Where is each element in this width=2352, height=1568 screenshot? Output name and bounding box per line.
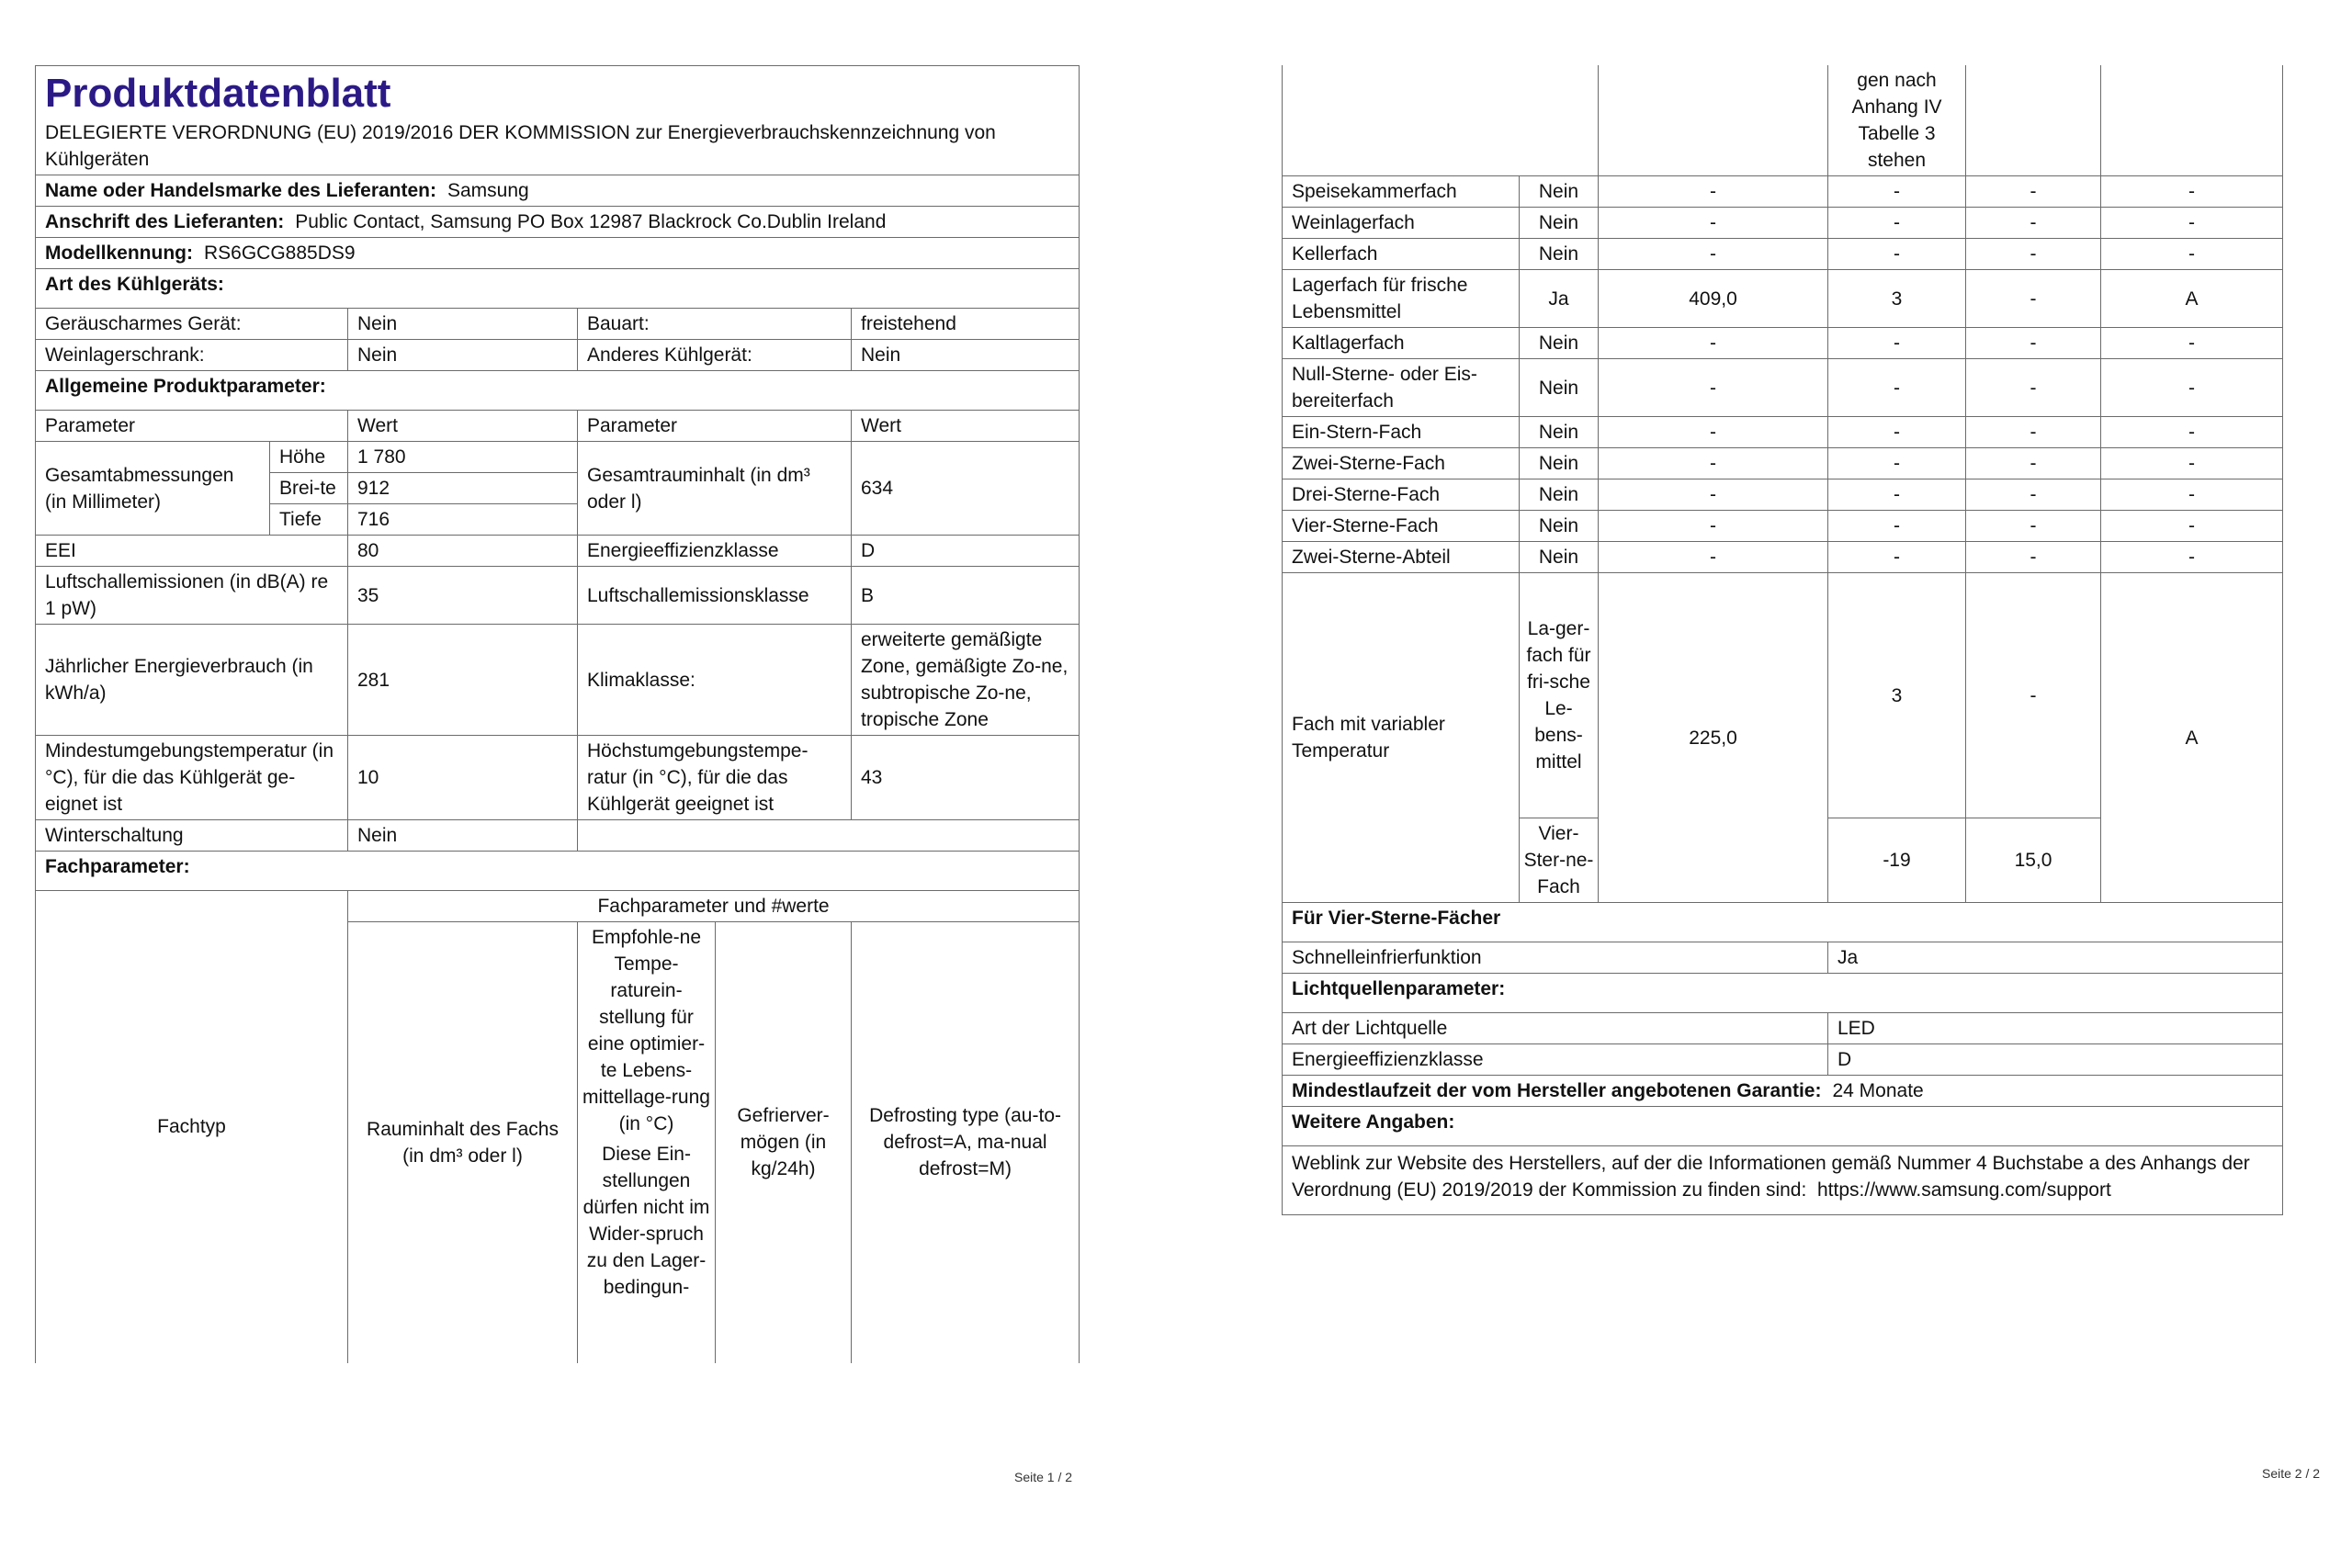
compartment-freeze: -: [1966, 328, 2101, 359]
supplier-value: Samsung: [447, 180, 529, 201]
compartment-vol: -: [1599, 511, 1828, 542]
dimensions-label: Gesamtabmessungen (in Millimeter): [36, 442, 270, 536]
column-header: Parameter: [36, 411, 348, 442]
compartment-present: Nein: [1520, 208, 1599, 239]
compartment-present: Nein: [1520, 328, 1599, 359]
winter-label: Winterschaltung: [36, 820, 348, 852]
temp-header-part-b: Diese Ein-stellungen dürfen nicht im Wider-spruch zu den Lager-bedingun-: [582, 1144, 710, 1298]
warranty-row: [1283, 1076, 2283, 1107]
compartment-vol: -: [1599, 359, 1828, 417]
compartment-name: Lagerfach für frische Lebensmittel: [1283, 270, 1520, 328]
type-value: Nein: [852, 340, 1080, 371]
compartment-freeze: -: [1966, 479, 2101, 511]
compartment-name: Ein-Stern-Fach: [1283, 417, 1520, 448]
param-label: Energieeffizienzklasse: [578, 536, 852, 567]
compartment-name: Weinlagerfach: [1283, 208, 1520, 239]
compartment-name: Kaltlagerfach: [1283, 328, 1520, 359]
compartment-defrost: -: [2101, 239, 2283, 270]
compartment-temp: -: [1828, 359, 1966, 417]
compartment-name: Zwei-Sterne-Fach: [1283, 448, 1520, 479]
model-row: [36, 238, 1080, 269]
compartment-freeze: -: [1966, 511, 2101, 542]
param-label: EEI: [36, 536, 348, 567]
compartment-temp: -: [1828, 239, 1966, 270]
table-row: [1283, 417, 2283, 448]
variable-fach-name: Fach mit variabler Temperatur: [1283, 573, 1520, 903]
regulation-text: DELEGIERTE VERORDNUNG (EU) 2019/2016 DER KOMMISSION zur Energieverbrauchskennzeichnung von Kühlgeräten: [45, 122, 996, 170]
four-star-heading: Für Vier-Sterne-Fächer: [1283, 903, 2283, 942]
compartment-defrost: -: [2101, 417, 2283, 448]
table-row: [1283, 208, 2283, 239]
compartment-table: [1282, 65, 2283, 1215]
compartment-vol: -: [1599, 208, 1828, 239]
compartment-freeze: -: [1966, 417, 2101, 448]
param-value: 10: [348, 736, 578, 820]
compartment-name: Zwei-Sterne-Abteil: [1283, 542, 1520, 573]
param-value: erweiterte gemäßigte Zone, gemäßigte Zo-ne, subtropische Zo-ne, tropische Zone: [852, 625, 1080, 736]
compartment-present: Nein: [1520, 359, 1599, 417]
param-label: Höchstumgebungstempe-ratur (in °C), für die das Kühlgerät geeignet ist: [578, 736, 852, 820]
compartment-present: Nein: [1520, 479, 1599, 511]
compartment-freeze: -: [1966, 270, 2101, 328]
compartment-vol: -: [1599, 328, 1828, 359]
compartment-defrost: -: [2101, 359, 2283, 417]
height-value: 1 780: [348, 442, 578, 473]
compartment-name: Drei-Sterne-Fach: [1283, 479, 1520, 511]
light-heading: Lichtquellenparameter:: [1283, 974, 2283, 1013]
type-label: Anderes Kühlgerät:: [578, 340, 852, 371]
compartment-freeze: -: [1966, 542, 2101, 573]
variable-freeze2: 15,0: [1966, 818, 2101, 903]
page-1: [35, 65, 1079, 1363]
continued-text: gen nach Anhang IV Tabelle 3 stehen: [1828, 65, 1966, 176]
page-number: Seite 1 / 2: [1014, 1470, 1073, 1484]
compartment-defrost: -: [2101, 208, 2283, 239]
param-value: 43: [852, 736, 1080, 820]
width-value: 912: [348, 473, 578, 504]
table-row: [1283, 479, 2283, 511]
compartment-present: Nein: [1520, 542, 1599, 573]
variable-sub1: La-ger-fach für fri-sche Le-bens-mittel: [1520, 573, 1599, 818]
raum-header: Rauminhalt des Fachs (in dm³ oder l): [348, 922, 578, 1363]
model-value: RS6GCG885DS9: [204, 243, 356, 264]
header-cell: [36, 66, 1080, 175]
compartment-name: Vier-Sterne-Fach: [1283, 511, 1520, 542]
table-row: [1283, 176, 2283, 208]
compartment-name: Kellerfach: [1283, 239, 1520, 270]
table-row: [1283, 328, 2283, 359]
param-label: Klimaklasse:: [578, 625, 852, 736]
compartment-vol: -: [1599, 176, 1828, 208]
compartment-present: Nein: [1520, 417, 1599, 448]
continued-cell: [1283, 65, 1599, 176]
variable-freeze1: -: [1966, 573, 2101, 818]
variable-temp1: 3: [1828, 573, 1966, 818]
temp-header: [578, 922, 716, 1363]
warranty-label: Mindestlaufzeit der vom Hersteller angebotenen Garantie:: [1292, 1080, 1822, 1101]
param-label: Mindestumgebungstemperatur (in °C), für die das Kühlgerät ge-eignet ist: [36, 736, 348, 820]
param-value: B: [852, 567, 1080, 625]
depth-value: 716: [348, 504, 578, 536]
width-label: Brei-te: [270, 473, 348, 504]
supplier-label: Name oder Handelsmarke des Lieferanten:: [45, 180, 436, 201]
compartment-vol: -: [1599, 479, 1828, 511]
winter-value: Nein: [348, 820, 578, 852]
param-value: D: [852, 536, 1080, 567]
type-label: Geräuscharmes Gerät:: [36, 309, 348, 340]
type-value: freistehend: [852, 309, 1080, 340]
weblink-text: Weblink zur Website des Herstellers, auf der die Informationen gemäß Nummer 4 Buchstabe a des Anhangs der Verordnung (EU) 2019/2019 der Kommission zu finden sind:: [1292, 1153, 2250, 1201]
variable-sub2: Vier-Ster-ne-Fach: [1520, 818, 1599, 903]
compartment-temp: -: [1828, 417, 1966, 448]
continued-cell: [2101, 65, 2283, 176]
compartment-present: Nein: [1520, 239, 1599, 270]
compartment-temp: -: [1828, 328, 1966, 359]
compartment-temp: -: [1828, 511, 1966, 542]
compartment-name: Speisekammerfach: [1283, 176, 1520, 208]
variable-vol: 225,0: [1599, 573, 1828, 903]
fachtyp-header: Fachtyp: [36, 891, 348, 1363]
table-row: [1283, 239, 2283, 270]
compartment-vol: 409,0: [1599, 270, 1828, 328]
general-heading: Allgemeine Produktparameter:: [36, 371, 1080, 411]
table-row: [1283, 448, 2283, 479]
param-value: 35: [348, 567, 578, 625]
quick-freeze-label: Schnelleinfrierfunktion: [1283, 942, 1828, 974]
page-title: Produktdatenblatt: [45, 71, 391, 116]
temp-header-part-a: Empfohle-ne Tempe-raturein-stellung für eine optimier-te Lebens-mittellage-rung (in °C): [582, 927, 710, 1134]
light-type-value: LED: [1828, 1013, 2283, 1044]
param-value: 281: [348, 625, 578, 736]
compartment-freeze: -: [1966, 176, 2101, 208]
compartment-defrost: A: [2101, 270, 2283, 328]
variable-defrost: A: [2101, 573, 2283, 903]
address-label: Anschrift des Lieferanten:: [45, 211, 285, 232]
variable-temp2: -19: [1828, 818, 1966, 903]
warranty-value: 24 Monate: [1832, 1080, 1924, 1101]
product-sheet-table: [35, 65, 1080, 1363]
type-label: Weinlagerschrank:: [36, 340, 348, 371]
param-label: Luftschallemissionsklasse: [578, 567, 852, 625]
table-row: [1283, 359, 2283, 417]
gefrier-header: Gefrierver-mögen (in kg/24h): [716, 922, 852, 1363]
volume-value: 634: [852, 442, 1080, 536]
light-class-value: D: [1828, 1044, 2283, 1076]
compartment-freeze: -: [1966, 208, 2101, 239]
type-value: Nein: [348, 309, 578, 340]
param-value: 80: [348, 536, 578, 567]
type-value: Nein: [348, 340, 578, 371]
empty-cell: [578, 820, 1080, 852]
compartment-temp: 3: [1828, 270, 1966, 328]
model-label: Modellkennung:: [45, 243, 193, 264]
type-label: Bauart:: [578, 309, 852, 340]
quick-freeze-value: Ja: [1828, 942, 2283, 974]
compartment-present: Nein: [1520, 176, 1599, 208]
depth-label: Tiefe: [270, 504, 348, 536]
compartment-defrost: -: [2101, 176, 2283, 208]
fach-heading: Fachparameter:: [36, 852, 1080, 891]
compartment-defrost: -: [2101, 448, 2283, 479]
light-type-label: Art der Lichtquelle: [1283, 1013, 1828, 1044]
compartment-present: Nein: [1520, 511, 1599, 542]
compartment-temp: -: [1828, 208, 1966, 239]
compartment-vol: -: [1599, 239, 1828, 270]
compartment-vol: -: [1599, 542, 1828, 573]
weblink-url[interactable]: https://www.samsung.com/support: [1817, 1179, 2111, 1201]
compartment-vol: -: [1599, 448, 1828, 479]
compartment-defrost: -: [2101, 511, 2283, 542]
compartment-temp: -: [1828, 176, 1966, 208]
column-header: Wert: [852, 411, 1080, 442]
compartment-defrost: -: [2101, 328, 2283, 359]
light-class-label: Energieeffizienzklasse: [1283, 1044, 1828, 1076]
compartment-name: Null-Sterne- oder Eis-bereiterfach: [1283, 359, 1520, 417]
compartment-present: Nein: [1520, 448, 1599, 479]
address-row: [36, 207, 1080, 238]
compartment-freeze: -: [1966, 359, 2101, 417]
param-label: Jährlicher Energieverbrauch (in kWh/a): [36, 625, 348, 736]
compartment-present: Ja: [1520, 270, 1599, 328]
supplier-row: [36, 175, 1080, 207]
param-label: Luftschallemissionen (in dB(A) re 1 pW): [36, 567, 348, 625]
weblink-row: [1283, 1146, 2283, 1215]
table-row: [1283, 542, 2283, 573]
compartment-temp: -: [1828, 448, 1966, 479]
continued-cell: [1966, 65, 2101, 176]
page-number: Seite 2 / 2: [2262, 1466, 2321, 1481]
compartment-temp: -: [1828, 479, 1966, 511]
table-row: [1283, 511, 2283, 542]
compartment-temp: -: [1828, 542, 1966, 573]
fach-span-header: Fachparameter und #werte: [348, 891, 1080, 922]
compartment-freeze: -: [1966, 448, 2101, 479]
compartment-freeze: -: [1966, 239, 2101, 270]
volume-label: Gesamtrauminhalt (in dm³ oder l): [578, 442, 852, 536]
type-heading: Art des Kühlgeräts:: [36, 269, 1080, 309]
compartment-defrost: -: [2101, 479, 2283, 511]
compartment-defrost: -: [2101, 542, 2283, 573]
page-2: [1282, 65, 2282, 1215]
height-label: Höhe: [270, 442, 348, 473]
compartment-vol: -: [1599, 417, 1828, 448]
continued-cell: [1599, 65, 1828, 176]
address-value: Public Contact, Samsung PO Box 12987 Blackrock Co.Dublin Ireland: [295, 211, 887, 232]
column-header: Parameter: [578, 411, 852, 442]
table-row: [1283, 270, 2283, 328]
column-header: Wert: [348, 411, 578, 442]
more-heading: Weitere Angaben:: [1283, 1107, 2283, 1146]
defrost-header: Defrosting type (au-to-defrost=A, ma-nual defrost=M): [852, 922, 1080, 1363]
